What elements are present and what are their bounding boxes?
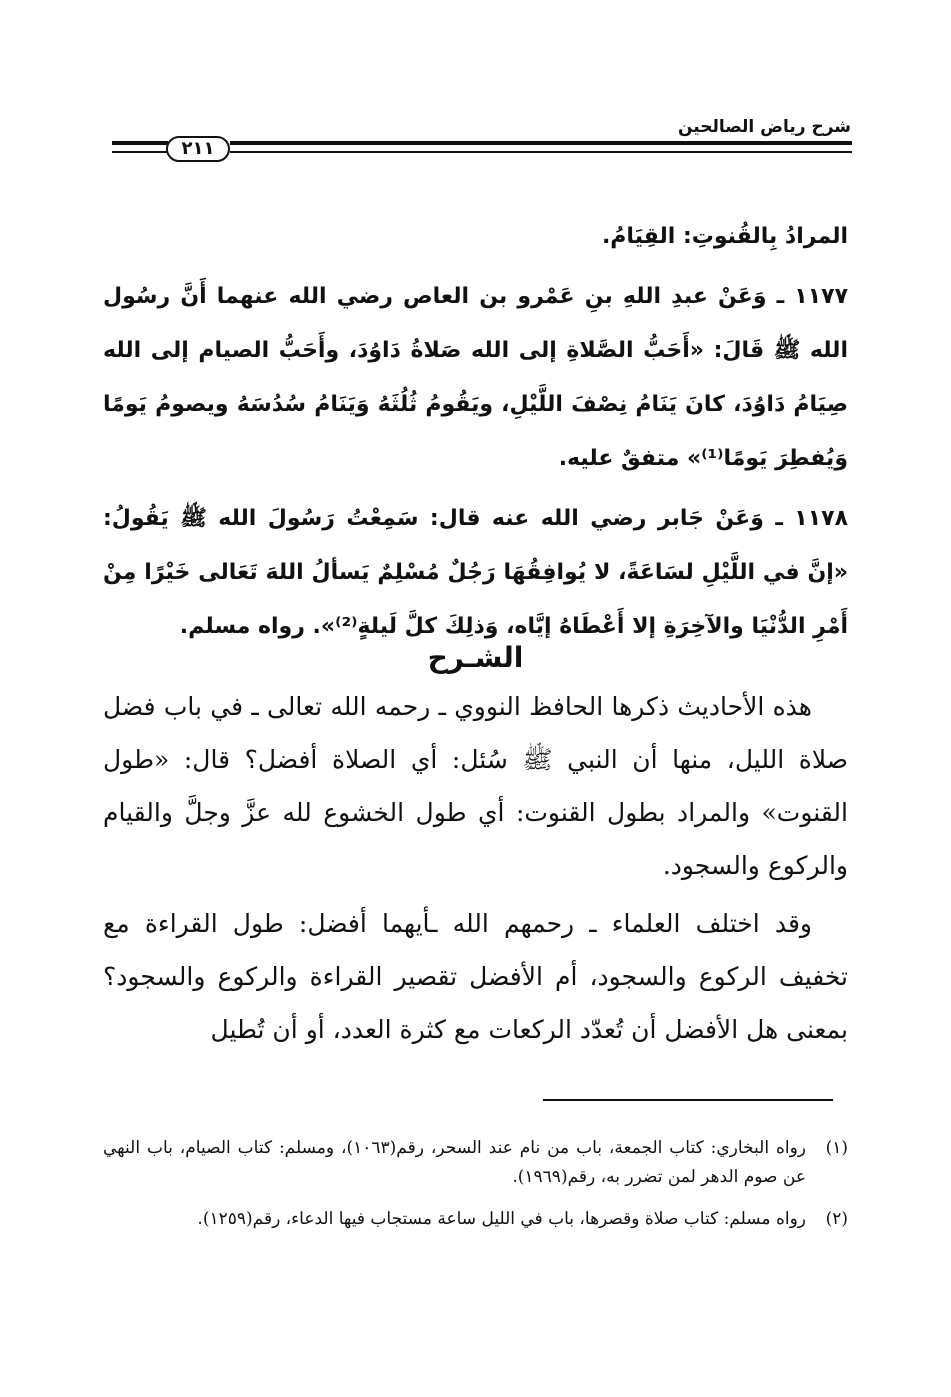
footnote-text: رواه البخاري: كتاب الجمعة، باب من نام عند السحر، رقم(١٠٦٣)، ومسلم: كتاب الصيام، باب النهي عن صوم الدهر لمن تضرر به، رقم(١٩٦٩). — [103, 1138, 807, 1187]
header-rule-left-thin — [112, 151, 168, 153]
header-rule-right-thin — [230, 151, 852, 153]
footnotes — [103, 1134, 848, 1247]
commentary-body — [103, 680, 848, 1056]
footnote-text: رواه مسلم: كتاب صلاة وقصرها، باب في الليل ساعة مستجاب فيها الدعاء، رقم(١٢٥٩). — [197, 1209, 806, 1229]
footnote-separator — [543, 1099, 833, 1101]
page-number-badge: ٢١١ — [166, 136, 230, 162]
header-rule-left-thick — [112, 141, 168, 145]
footnote-number: (٢) — [825, 1209, 848, 1229]
hadith-1177: ١١٧٧ ـ وَعَنْ عبدِ اللهِ بنِ عَمْرو بن العاص رضي الله عنهما أَنَّ رسُول الله ﷺ قَالَ: «أَحَبُّ الصَّلاةِ إلى الله صَلاةُ دَاوُدَ، وأَحَبُّ الصيام إلى الله صِيَامُ دَاوُدَ، كانَ يَنَامُ نِصْفَ اللَّيْلِ، ويَقُومُ ثُلُثَهُ وَيَنَامُ سُدُسَهُ ويصومُ يَومًا وَيُفطِرَ يَومًا⁽¹⁾» متفقٌ عليه. — [103, 284, 848, 471]
footnote-1 — [103, 1134, 848, 1192]
section-heading: الشـرح — [427, 641, 524, 674]
footnote-number: (١) — [825, 1138, 848, 1158]
commentary-paragraph-2: وقد اختلف العلماء ـ رحمهم الله ـأيهما أفضل: طول القراءة مع تخفيف الركوع والسجود، أم الأفضل تقصير القراءة والركوع والسجود؟ بمعنى هل الأفضل أن تُعدّد الركعات مع كثرة العدد، أو أن تُطيل — [103, 909, 848, 1044]
hadith-1178: ١١٧٨ ـ وَعَنْ جَابر رضي الله عنه قال: سَمِعْتُ رَسُولَ الله ﷺ يَقُولُ: «إنَّ في اللَّيْلِ لسَاعَةً، لا يُوافِقُهَا رَجُلٌ مُسْلِمٌ يَسألُ اللهَ تَعَالى خَيْرًا مِنْ أَمْرِ الدُّنْيَا والآخِرَةِ إلا أَعْطَاهُ إيَّاه، وَذلِكَ كلَّ لَيلةٍ⁽²⁾». رواه مسلم. — [103, 506, 848, 639]
footnote-2 — [103, 1205, 848, 1234]
commentary-paragraph-1: هذه الأحاديث ذكرها الحافظ النووي ـ رحمه الله تعالى ـ في باب فضل صلاة الليل، منها أن النبي ﷺ سُئل: أي الصلاة أفضل؟ قال: «طول القنوت» والمراد بطول القنوت: أي طول الخشوع لله عزَّ وجلَّ والقيام والركوع والسجود. — [103, 692, 848, 880]
running-title: شرح رياض الصالحين — [677, 117, 851, 137]
qunut-meaning-line: المرادُ بِالقُنوتِ: القِيَامُ. — [601, 224, 848, 249]
header-rule-right-thick — [230, 141, 852, 145]
hadith-block — [103, 210, 848, 654]
